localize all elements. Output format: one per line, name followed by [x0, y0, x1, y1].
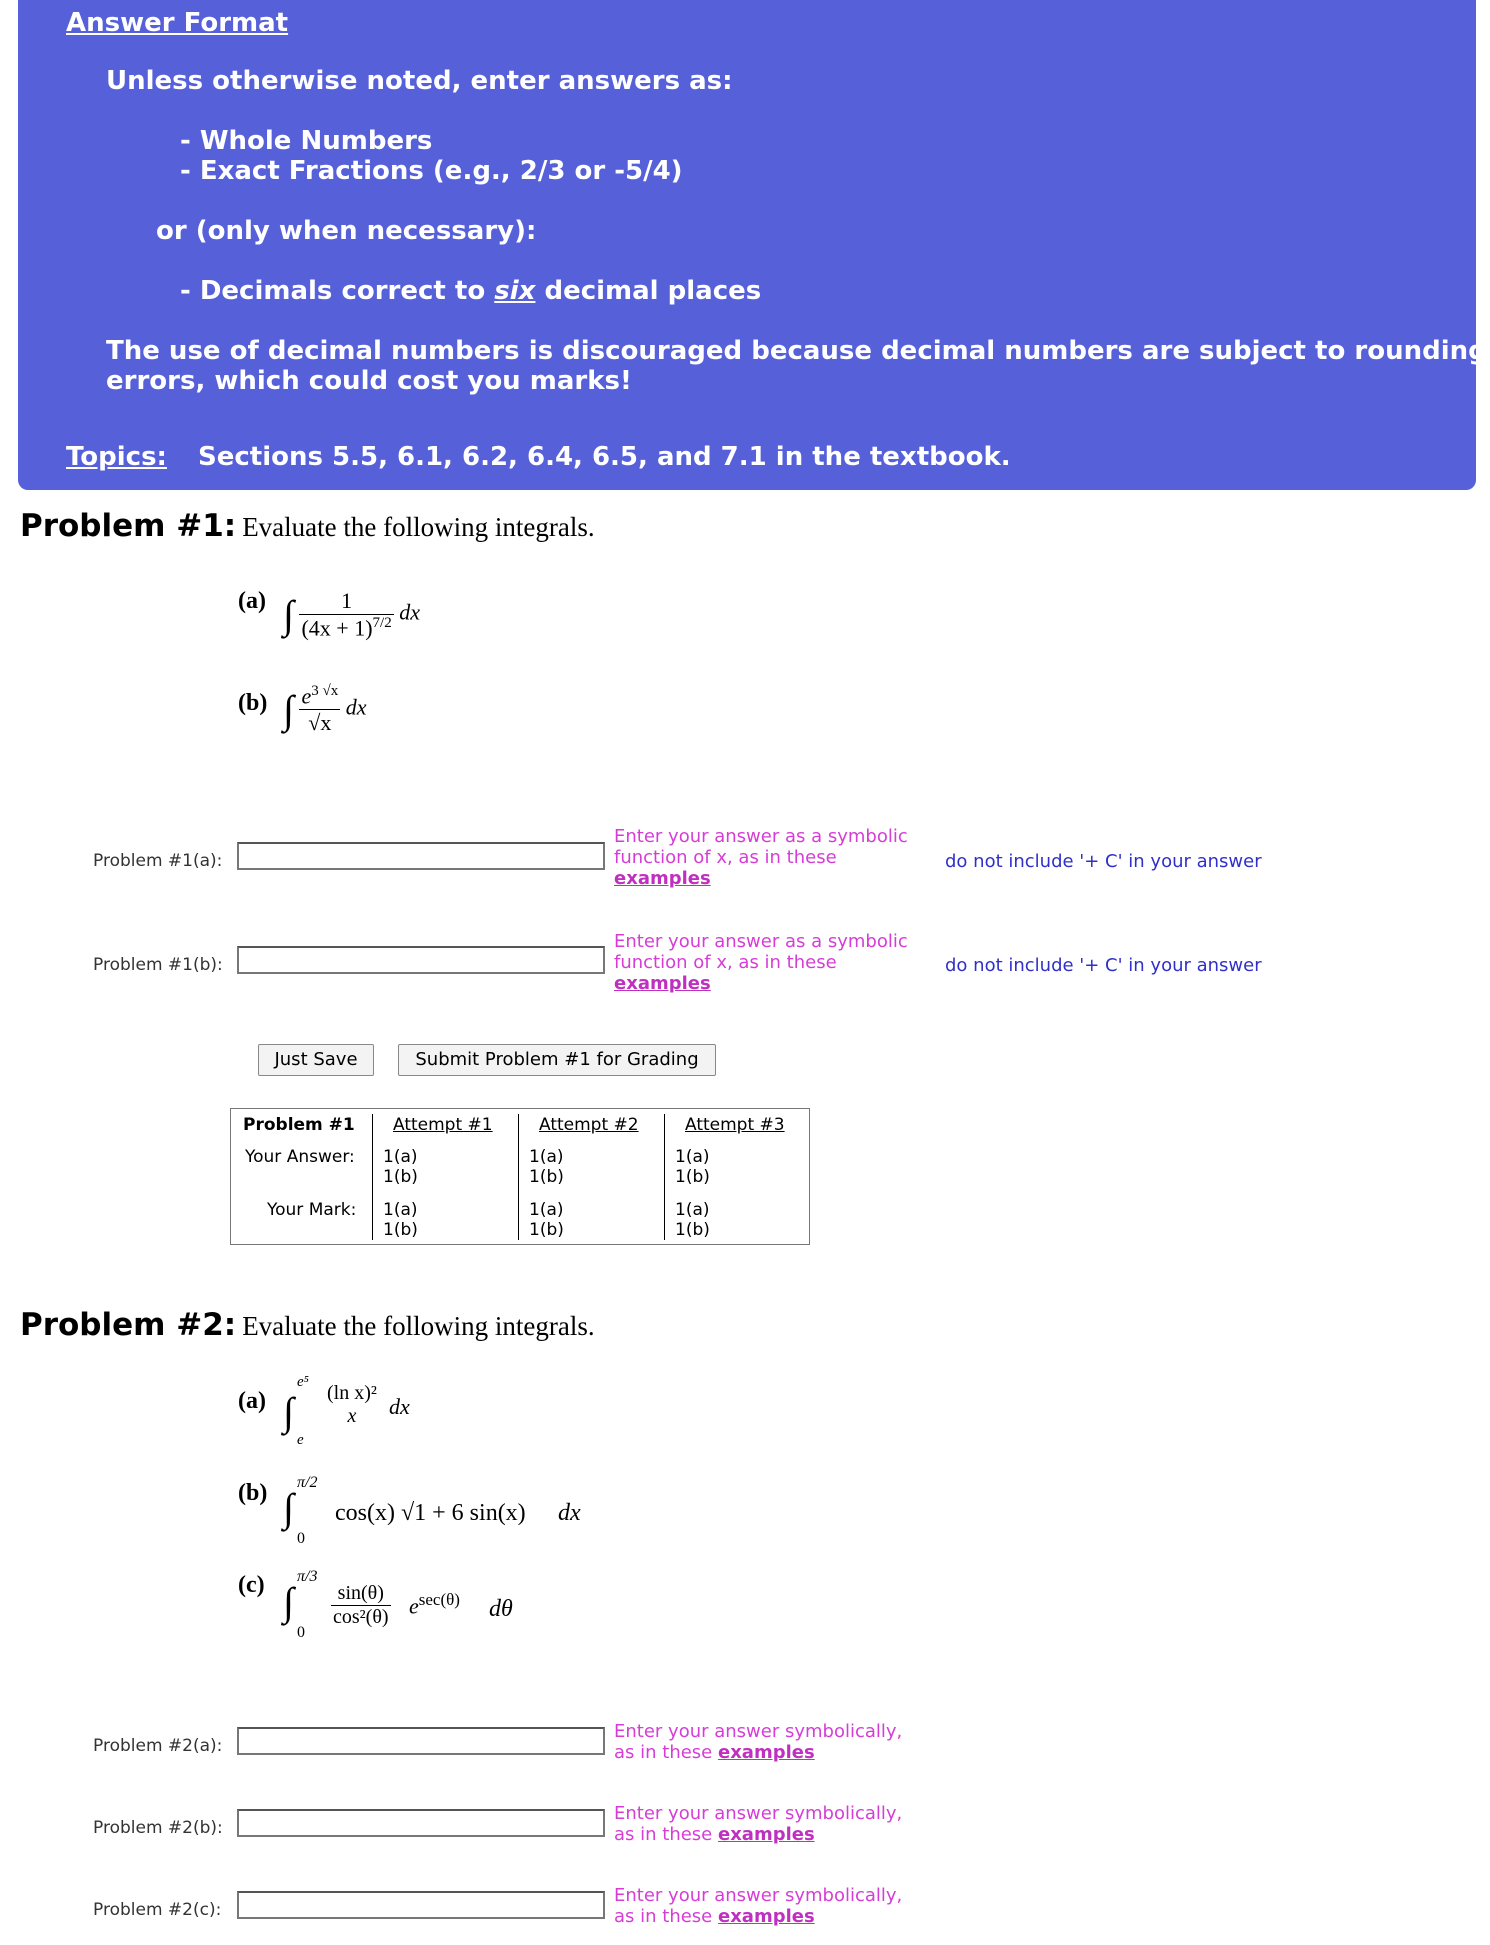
just-save-button[interactable]: Just Save	[258, 1044, 374, 1076]
p2c-input-label: Problem #2(c):	[93, 1900, 222, 1920]
p2-integral-b	[283, 1474, 603, 1558]
p1-integral-a	[283, 588, 420, 641]
decimals-pre: - Decimals correct to	[180, 276, 495, 306]
cell-1b: 1(b)	[383, 1167, 418, 1187]
p2c-hint-line2	[614, 1906, 902, 1927]
six-emphasis: six	[494, 276, 536, 306]
warning-line-1: The use of decimal numbers is discouraged because decimal numbers are subject to rounding	[106, 336, 1487, 366]
p1b-num-base: e	[301, 683, 312, 709]
attempt-3-answers	[675, 1147, 710, 1187]
your-answer-label: Your Answer:	[245, 1147, 355, 1167]
p2c-answer-input[interactable]	[237, 1891, 605, 1919]
p1a-hint-line2: function of x, as in these	[614, 847, 837, 868]
problem-2-heading: Problem #2:	[20, 1307, 237, 1343]
p2c-hint	[614, 1885, 902, 1927]
cell-1a: 1(a)	[675, 1200, 710, 1220]
integral-sign-icon: ∫	[283, 592, 294, 638]
cell-1b: 1(b)	[675, 1167, 710, 1187]
integral-sign-icon: ∫	[283, 687, 294, 733]
p2c-exp-base: e	[409, 1593, 419, 1619]
p2b-hint	[614, 1803, 902, 1845]
p2c-exponential	[409, 1590, 460, 1619]
attempt-1-marks	[383, 1200, 418, 1240]
attempt-3-link[interactable]: Attempt #3	[685, 1115, 785, 1135]
answer-format-link[interactable]: Answer Format	[66, 8, 289, 38]
p2b-upper-limit: π/2	[297, 1474, 318, 1491]
p2a-answer-input[interactable]	[237, 1727, 605, 1755]
format-item-fractions: - Exact Fractions (e.g., 2/3 or -5/4)	[180, 156, 683, 186]
attempt-2-marks	[529, 1200, 564, 1240]
p2c-hint-line1: Enter your answer symbolically,	[614, 1885, 903, 1906]
p1a-no-c-note: do not include '+ C' in your answer	[945, 851, 1262, 872]
decimals-post: decimal places	[535, 276, 762, 306]
p2-part-a-label: (a)	[238, 1388, 266, 1414]
cell-1a: 1(a)	[383, 1200, 418, 1220]
p2b-examples-link[interactable]: examples	[717, 1824, 815, 1845]
p2a-examples-link[interactable]: examples	[717, 1742, 815, 1763]
p2a-denominator: x	[347, 1405, 357, 1427]
integral-sign-icon: ∫	[283, 1579, 294, 1624]
p1b-no-c-note: do not include '+ C' in your answer	[945, 955, 1262, 976]
p2b-hint-text: as in these	[614, 1824, 718, 1845]
problem-2-title	[20, 1307, 595, 1343]
submit-problem-1-button[interactable]: Submit Problem #1 for Grading	[398, 1044, 716, 1076]
problem-2-text: Evaluate the following integrals.	[242, 1311, 595, 1341]
p2a-fraction	[325, 1382, 379, 1428]
p2b-lower-limit: 0	[297, 1530, 305, 1547]
p1b-denominator: √x	[308, 710, 332, 736]
p1b-hint-line1: Enter your answer as a symbolic	[614, 931, 908, 952]
p2c-denominator: cos²(θ)	[333, 1606, 389, 1628]
p1a-dx: dx	[399, 599, 420, 625]
p2b-answer-input[interactable]	[237, 1809, 605, 1837]
p2a-lower-limit: e	[297, 1432, 304, 1448]
p2b-integrand: cos(x) √1 + 6 sin(x)	[335, 1500, 526, 1526]
p1a-den-exp: 7/2	[372, 615, 392, 631]
attempts-table	[230, 1108, 810, 1245]
p2b-input-label: Problem #2(b):	[93, 1818, 223, 1838]
problem-1-heading: Problem #1:	[20, 508, 237, 544]
p2c-lower-limit: 0	[297, 1624, 305, 1641]
cell-1b: 1(b)	[675, 1220, 710, 1240]
cell-1a: 1(a)	[675, 1147, 710, 1167]
cell-1b: 1(b)	[529, 1167, 564, 1187]
p2a-hint	[614, 1721, 902, 1763]
p2a-hint-text: as in these	[614, 1742, 718, 1763]
warning-line-2: errors, which could cost you marks!	[106, 366, 632, 396]
p1a-hint	[614, 826, 908, 889]
p1b-input-label: Problem #1(b):	[93, 955, 223, 975]
p1a-examples-link[interactable]: examples	[614, 868, 711, 889]
intro-text: Unless otherwise noted, enter answers as:	[106, 66, 733, 96]
or-line: or (only when necessary):	[156, 216, 537, 246]
p1a-fraction	[299, 588, 393, 641]
problem-1-text: Evaluate the following integrals.	[242, 512, 595, 542]
p1-integral-b	[283, 683, 366, 736]
p1b-hint-line2: function of x, as in these	[614, 952, 837, 973]
p2a-input-label: Problem #2(a):	[93, 1736, 223, 1756]
topics-link[interactable]: Topics:	[66, 442, 167, 472]
p2a-dx: dx	[389, 1394, 410, 1419]
format-item-whole: - Whole Numbers	[180, 126, 433, 156]
integral-sign-icon: ∫	[283, 1485, 294, 1530]
p1a-input-label: Problem #1(a):	[93, 851, 223, 871]
p2b-hint-line1: Enter your answer symbolically,	[614, 1803, 903, 1824]
p2-part-b-label: (b)	[238, 1480, 268, 1506]
attempt-1-link[interactable]: Attempt #1	[393, 1115, 493, 1135]
p1b-hint	[614, 931, 908, 994]
your-mark-label: Your Mark:	[267, 1200, 357, 1220]
p2c-exp-power: sec(θ)	[418, 1590, 460, 1609]
p2c-examples-link[interactable]: examples	[717, 1906, 815, 1927]
p1a-numerator: 1	[299, 588, 393, 615]
cell-1a: 1(a)	[529, 1200, 564, 1220]
p1a-den-base: (4x + 1)	[301, 615, 373, 641]
p2c-fraction	[331, 1582, 391, 1629]
p2c-hint-text: as in these	[614, 1906, 718, 1927]
attempt-1-answers	[383, 1147, 418, 1187]
p1b-dx: dx	[345, 694, 367, 720]
p2-integral-a	[283, 1374, 483, 1460]
attempt-3-marks	[675, 1200, 710, 1240]
p2a-upper-limit: e⁵	[297, 1374, 309, 1390]
cell-1b: 1(b)	[529, 1220, 564, 1240]
p1b-fraction	[299, 683, 340, 736]
p2a-numerator: (ln x)²	[327, 1382, 377, 1404]
format-item-decimals	[180, 276, 761, 306]
attempt-2-answers	[529, 1147, 564, 1187]
integral-sign-icon: ∫	[283, 1389, 294, 1434]
table-header-problem: Problem #1	[243, 1115, 355, 1135]
p2b-hint-line2	[614, 1824, 902, 1845]
p2-part-c-label: (c)	[238, 1572, 265, 1598]
table-divider	[372, 1114, 373, 1240]
table-divider	[664, 1114, 665, 1240]
attempt-2-link[interactable]: Attempt #2	[539, 1115, 639, 1135]
cell-1b: 1(b)	[383, 1220, 418, 1240]
p1b-numerator	[299, 683, 340, 710]
p1b-answer-input[interactable]	[237, 946, 605, 974]
p1a-hint-line1: Enter your answer as a symbolic	[614, 826, 908, 847]
p1a-answer-input[interactable]	[237, 842, 605, 870]
answer-format-box	[18, 0, 1487, 490]
topics-text: Sections 5.5, 6.1, 6.2, 6.4, 6.5, and 7.1 in the textbook.	[198, 442, 1011, 472]
p2c-upper-limit: π/3	[297, 1568, 318, 1585]
p1-part-a-label: (a)	[238, 588, 266, 614]
p2-integral-c	[283, 1568, 543, 1652]
p2c-dtheta: dθ	[489, 1596, 513, 1622]
p2b-dx: dx	[558, 1500, 581, 1526]
problem-1-title	[20, 508, 595, 544]
p2a-hint-line1: Enter your answer symbolically,	[614, 1721, 903, 1742]
p1a-denominator	[299, 615, 393, 641]
p2c-numerator: sin(θ)	[331, 1582, 391, 1606]
p2a-hint-line2	[614, 1742, 902, 1763]
p1b-num-exp: 3 √x	[311, 683, 339, 699]
cell-1a: 1(a)	[529, 1147, 564, 1167]
table-divider	[518, 1114, 519, 1240]
p1b-examples-link[interactable]: examples	[614, 973, 711, 994]
cell-1a: 1(a)	[383, 1147, 418, 1167]
p1-part-b-label: (b)	[238, 690, 268, 716]
